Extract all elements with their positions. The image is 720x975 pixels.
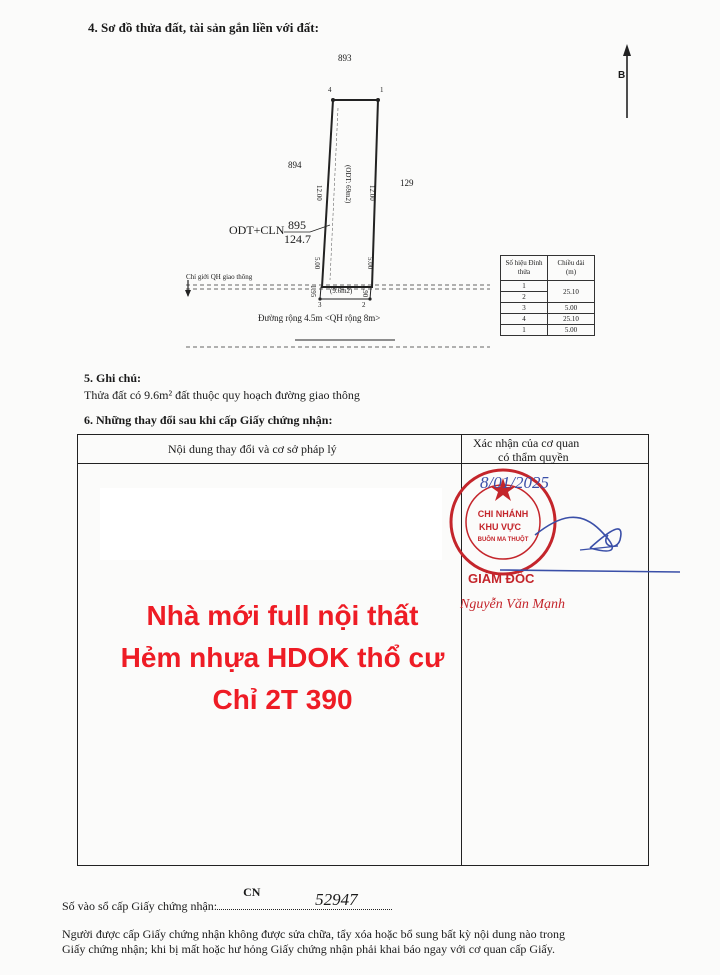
- stamp-line1: CHI NHÁNH: [477, 509, 529, 519]
- redacted-area: [100, 488, 442, 560]
- table-header-vertex: Số hiệu Đỉnh thửa: [501, 256, 548, 281]
- promo-line-2: Hẻm nhựa HDOK thổ cư: [120, 642, 445, 673]
- registration-prefix: CN: [243, 885, 261, 899]
- section6-heading: 6. Những thay đổi sau khi cấp Giấy chứng nhận:: [84, 413, 333, 427]
- vertex-cell: 3: [501, 303, 548, 314]
- side-length-3: 5.00: [313, 257, 321, 270]
- corner-1-mark: [376, 98, 380, 102]
- changes-col-confirm-1: Xác nhận của cơ quan: [473, 436, 580, 450]
- section5-heading: 5. Ghi chú:: [84, 371, 142, 385]
- east-parcel-label: 129: [400, 178, 414, 188]
- corner-4-label: 4: [328, 86, 332, 94]
- table-header-length: Chiều dài (m): [548, 256, 595, 281]
- corner-3-label: 3: [318, 301, 322, 309]
- warning-line-2: Giấy chứng nhận; khi bị mất hoặc hư hỏng Giấy chứng nhận phải khai báo ngay với cơ quan cấp Giấy.: [62, 942, 555, 956]
- road-length-2: 1.90: [361, 285, 369, 298]
- stamp-line2: KHU VỰC: [479, 522, 521, 532]
- road-area-label: (9.6m2): [330, 287, 353, 295]
- table-row: [501, 303, 595, 314]
- official-stamp: [440, 460, 680, 620]
- length-cell: 5.00: [548, 303, 595, 314]
- registration-number: 52947: [315, 890, 358, 909]
- road-width-label: Đường rộng 4.5m <QH rộng 8m>: [258, 313, 381, 323]
- boundary-arrowhead-icon: [185, 290, 191, 297]
- stamp-title: GIÁM ĐỐC: [468, 571, 535, 586]
- inner-area-label: (ODT: 69m2): [344, 165, 352, 204]
- parcel-number-label: 895: [288, 218, 306, 232]
- section5-note: Thửa đất có 9.6m² đất thuộc quy hoạch đường giao thông: [84, 388, 360, 402]
- warning-line-1: Người được cấp Giấy chứng nhận không được sửa chữa, tẩy xóa hoặc bổ sung bất kỳ nội dung nào trong: [62, 927, 565, 941]
- north-label: B: [618, 70, 626, 81]
- registration-label: [62, 885, 392, 914]
- north-parcel-label: 893: [338, 53, 352, 63]
- road-length-1: 1.95: [309, 285, 317, 298]
- vertex-cell: 2: [501, 292, 548, 303]
- length-cell: 25.10: [548, 281, 595, 303]
- changes-col-confirm-2: có thẩm quyền: [498, 450, 569, 464]
- length-cell: 5.00: [548, 325, 595, 336]
- promo-line-1: Nhà mới full nội thất: [146, 600, 419, 631]
- changes-col-content: Nội dung thay đổi và cơ sở pháp lý: [168, 442, 337, 456]
- vertex-cell: 1: [501, 325, 548, 336]
- vertex-cell: 1: [501, 281, 548, 292]
- corner-4-mark: [331, 98, 335, 102]
- boundary-label: Chỉ giới QH giao thông: [186, 273, 253, 281]
- vertex-length-table: [500, 255, 595, 336]
- side-length-1: 12.00: [315, 185, 323, 201]
- corner-2-mark: [368, 297, 371, 300]
- promo-line-3: Chỉ 2T 390: [212, 684, 353, 715]
- table-row: [501, 314, 595, 325]
- corner-1-label: 1: [380, 86, 384, 94]
- side-length-2: 12.00: [368, 185, 376, 201]
- handwritten-date: 8/01/2025: [480, 473, 549, 492]
- registration-label-text: Số vào sổ cấp Giấy chứng nhận:: [62, 899, 218, 913]
- registration-field: [217, 885, 392, 910]
- west-parcel-label: 894: [288, 160, 302, 170]
- table-row: [501, 325, 595, 336]
- table-header-row: [501, 256, 595, 281]
- stamp-line3: BUÔN MA THUỘT: [477, 537, 529, 543]
- signer-name: Nguyễn Văn Mạnh: [460, 597, 565, 612]
- length-cell: 25.10: [548, 314, 595, 325]
- side-length-4: 5.00: [366, 257, 374, 270]
- vertex-cell: 4: [501, 314, 548, 325]
- parcel-use-label: ODT+CLN: [229, 223, 285, 237]
- section4-heading: 4. Sơ đồ thửa đất, tài sản gắn liền với đất:: [88, 20, 319, 35]
- table-row: [501, 281, 595, 292]
- north-arrowhead-icon: [623, 44, 631, 56]
- parcel-area-label: 124.7: [284, 232, 311, 246]
- parcel-label-leader: [310, 225, 330, 232]
- corner-2-label: 2: [362, 301, 366, 309]
